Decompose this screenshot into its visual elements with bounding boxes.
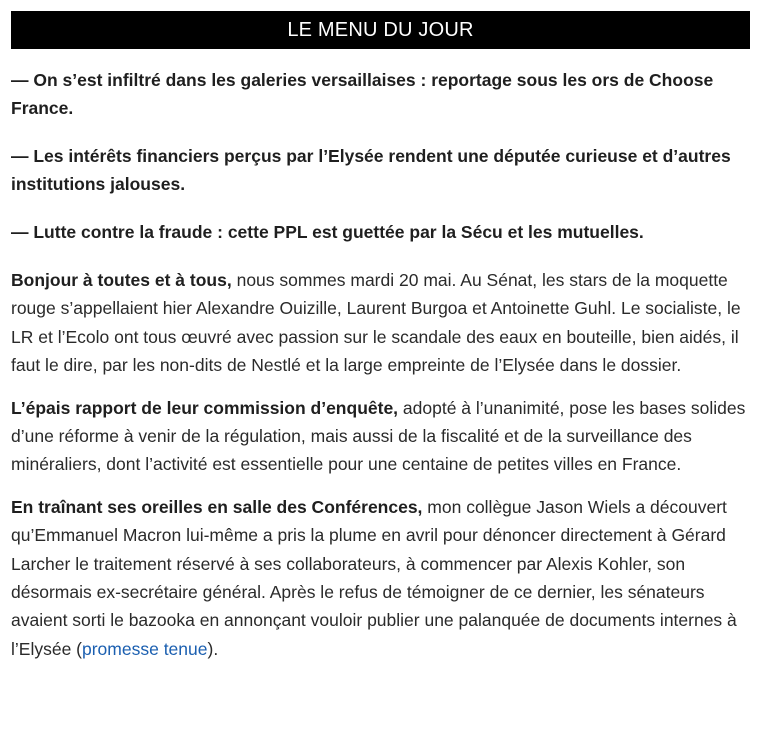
paragraph-lead: Bonjour à toutes et à tous, [11,270,232,290]
article-paragraph [11,266,750,380]
paragraph-body: mon collègue Jason Wiels a découvert qu’Emmanuel Macron lui-même a pris la plume en avril pour dénoncer directement à Gérard Larcher le traitement réservé à ses collaborateurs, à commencer par Alexis Kohler, son désormais ex-secrétaire général. Après le refus de témoigner de ce dernier, les sénateurs avaient sorti le bazooka en annonçant vouloir publier une palanquée de documents internes à l’Elysée ( [11,496,737,659]
promesse-tenue-link[interactable]: promesse tenue [82,638,208,659]
article-paragraph [11,493,750,663]
headline-item: — Lutte contre la fraude : cette PPL est guettée par la Sécu et les mutuelles. [11,222,644,242]
paragraph-body: nous sommes mardi 20 mai. Au Sénat, les stars de la moquette rouge s’appellaient hier Alexandre Ouizille, Laurent Burgoa et Antoinette Guhl. Le socialiste, le LR et l’Ecolo ont tous œuvré avec passion sur le scandale des eaux en bouteille, bien aidés, il faut le dire, par les non-dits de Nestlé et la large empreinte de l’Elysée dans le dossier. [11,270,741,376]
headline-item: — Les intérêts financiers perçus par l’Elysée rendent une députée curieuse et d’autres institutions jalouses. [11,146,731,194]
menu-banner [11,11,750,49]
headline-list [11,66,750,246]
paragraph-tail: ). [207,638,219,659]
article-paragraph [11,394,750,479]
paragraph-lead: L’épais rapport de leur commission d’enquête, [11,397,399,418]
menu-banner-title: LE MENU DU JOUR [287,19,474,41]
paragraph-body: adopté à l’unanimité, pose les bases solides d’une réforme à venir de la régulation, mais aussi de la fiscalité et de la surveillance des minéraliers, dont l’activité est essentielle pour une centaine de petites villes en France. [11,397,746,475]
paragraph-lead: En traînant ses oreilles en salle des Conférences, [11,496,423,517]
headline-item: — On s’est infiltré dans les galeries versaillaises : reportage sous les ors de Choose France. [11,70,714,118]
